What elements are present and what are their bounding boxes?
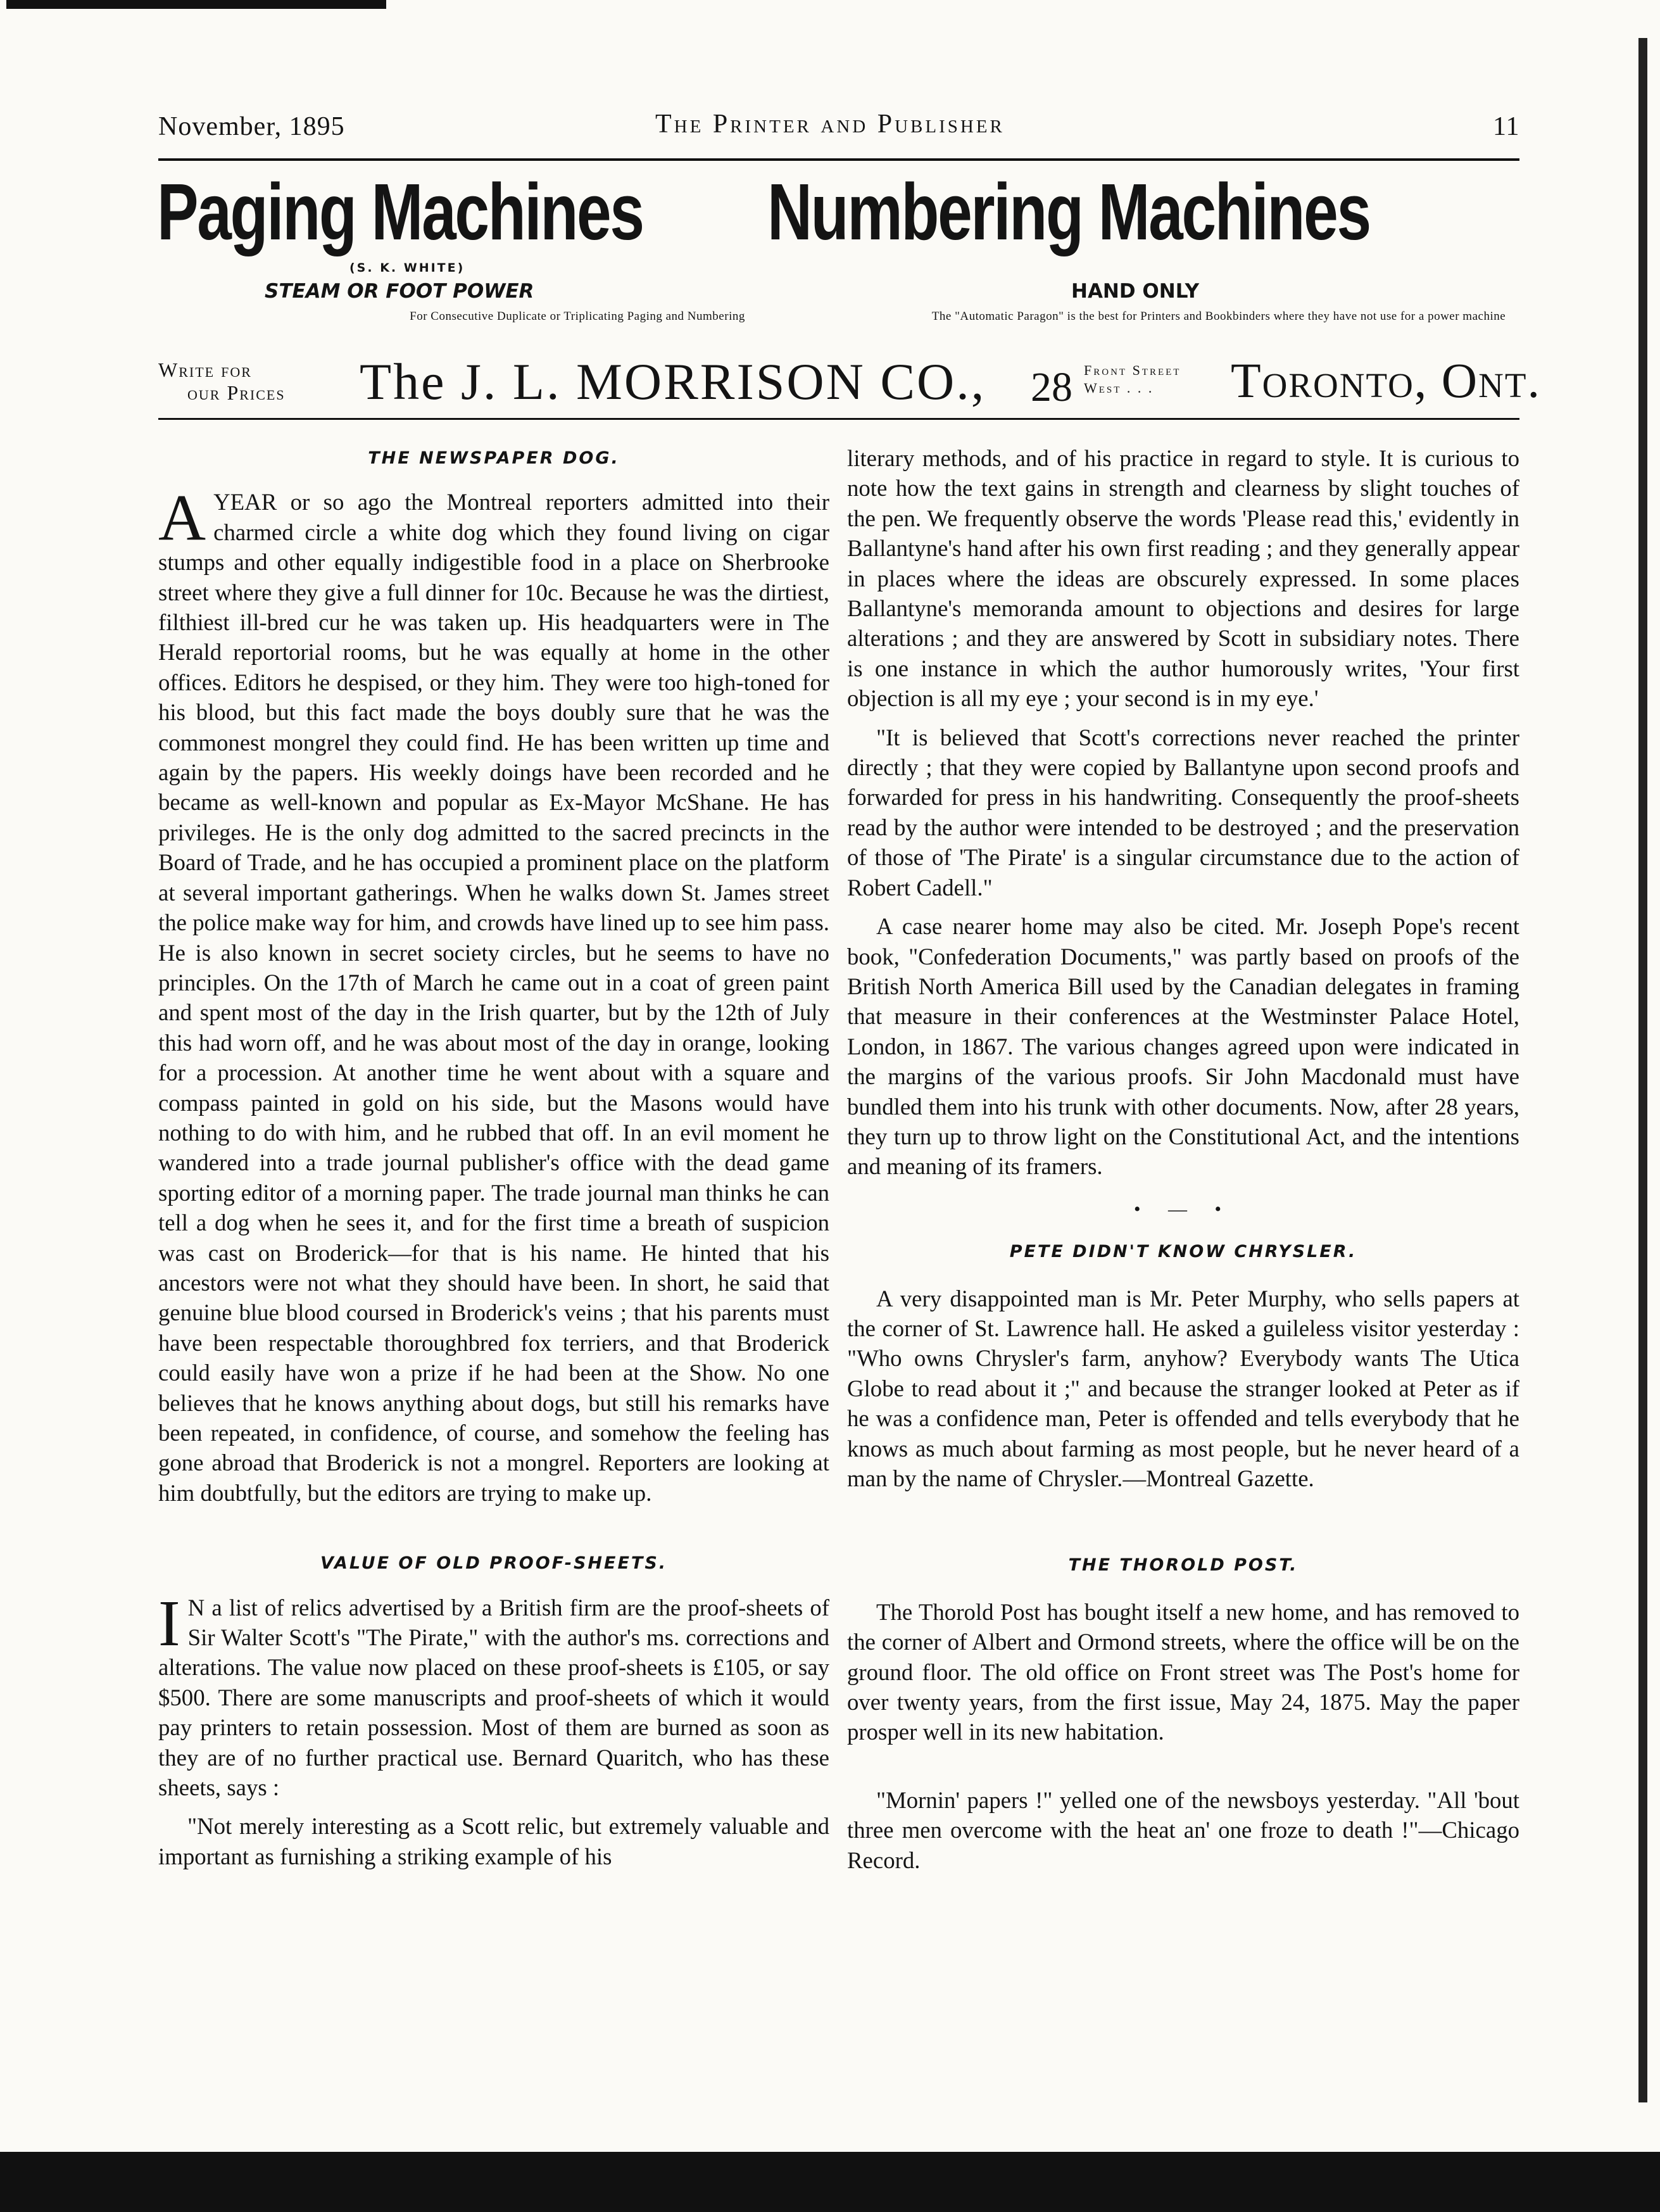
ad-street-line2: West . . .	[1084, 380, 1154, 396]
thorold-post-text: The Thorold Post has bought itself a new home, and has removed to the corner of Albert and Ormond streets, where the office will be on the ground floor. The old office on Front street was The Post's home for over twenty years, from the first issue, May 24, 1875. May the paper prosper well in its new habitation.	[847, 1598, 1519, 1745]
right-edge-bar	[1638, 38, 1647, 2102]
proof-sheets-text: N a list of relics advertised by a British firm are the proof-sheets of Sir Walter Scott's "The Pirate," with the author's ms. corrections and alterations. The value now placed on these proof-sheets is £105, or say $500. There are some manuscripts and proof-sheets of which it would pay printers to retain possession. Most of them are burned as soon as they are of no further practical use. Bernard Quaritch, who has these sheets, says :	[158, 1594, 829, 1801]
proof-sheets-paragraph-3: A case nearer home may also be cited. Mr. Joseph Pope's recent book, "Confederation Documents," was partly based on proofs of the British North America Bill used by the Canadian delegates in framing that measure in their conferences at the Westminster Palace Hotel, London, in 1867. The various changes agreed upon were indicated in the margins of the various proofs. Sir John Macdonald must have bundled them into his trunk with other documents. Now, after 28 years, they turn up to throw light on the Constitutional Act, and the intentions and meaning of its framers.	[847, 913, 1519, 1180]
proof-sheets-quote-start: "Not merely interesting as a Scott relic, but extremely valuable and important as furnishing a striking example of his	[158, 1813, 829, 1869]
ad-write-for: Write for	[158, 358, 252, 381]
left-column	[158, 443, 829, 1871]
heading-thorold-post: THE THOROLD POST.	[1068, 1555, 1298, 1576]
ad-paging-headline: Paging Machines	[157, 167, 643, 256]
heading-proof-sheets: VALUE OF OLD PROOF-SHEETS.	[320, 1553, 668, 1574]
right-column	[847, 443, 1519, 1875]
ad-our-prices: our Prices	[187, 381, 286, 404]
ad-hand-only: HAND ONLY	[1071, 280, 1200, 303]
ad-city: Toronto, Ont.	[1231, 353, 1541, 408]
drop-cap-a: A	[158, 481, 206, 555]
proof-sheets-quote-continued: literary methods, and of his practice in regard to style. It is curious to note how the text gains in strength and clearness by slight touches of the pen. We frequently observe the words 'Please read this,' evidently in Ballantyne's hand after his own first reading ; and they generally appear in places where the ideas are obscurely expressed. In some places Ballantyne's memoranda amount to objections and desires for large alterations ; and they are answered by Scott in subsidiary notes. There is one instance in which the author humorously writes, 'Your first objection is all my eye ; your second is in my eye.'	[847, 445, 1519, 712]
ad-street-number: 28	[1031, 364, 1072, 410]
ad-numbering-headline: Numbering Machines	[767, 167, 1370, 256]
top-edge-bar	[6, 0, 386, 9]
ad-maker: (S. K. WHITE)	[349, 261, 465, 275]
heading-newspaper-dog: THE NEWSPAPER DOG.	[368, 448, 620, 468]
ad-bottom-rule	[158, 418, 1519, 420]
publication-title: The Printer and Publisher	[655, 110, 1005, 139]
proof-sheets-paragraph-2: "It is believed that Scott's corrections never reached the printer directly ; that they were copied by Ballantyne upon second proofs and forwarded for press in his handwriting. Consequently the proof-sheets read by the author were intended to be destroyed ; and the preservation of those of 'The Pirate' is a singular circumstance due to the action of Robert Cadell."	[847, 724, 1519, 901]
article-newspaper-dog-body	[158, 481, 829, 1508]
drop-cap-i: I	[158, 1586, 180, 1660]
bottom-edge-bar	[0, 2152, 1660, 2212]
ad-street-line1: Front Street	[1084, 362, 1181, 378]
article-proof-sheets-body	[158, 1586, 829, 1803]
page-number: 11	[1493, 112, 1520, 141]
ad-numbering-description: The "Automatic Paragon" is the best for Printers and Bookbinders where they have not use for a power machine	[931, 310, 1506, 323]
newspaper-dog-text: YEAR or so ago the Montreal reporters admitted into their charmed circle a white dog which they found living on cigar stumps and other equally indigestible food in a place on Sherbrooke street where they give a full dinner for 10c. Because he was the dirtiest, filthiest ill-bred cur he was taken up. His headquarters were in The Herald reportorial rooms, but he was equally at home in the other offices. Editors he despised, or they him. They were too high-toned for his blood, but this fact made the boys doubly sure that he was the commonest mongrel they could find. He has been written up time and again by the papers. His weekly doings have been recorded and he became as well-known and popular as Ex-Mayor McShane. He has privileges. He is the only dog admitted to the sacred precincts in the Board of Trade, and he has occupied a prominent place on the platform at several important gatherings. When he walks down St. James street the police make way for him, and crowds have lined up to see him pass. He is also known in secret society circles, but he seems to have no principles. On the 17th of March he came out in a coat of green paint and spent most of the day in the Irish quarter, but by the 12th of July this had worn off, and he was about most of the day in orange, looking for a procession. At another time he went about with a square and compass painted in gold on his side, but the Masons would have nothing to do with him, and he rubbed that off. In an evil moment he wandered into a trade journal publisher's office with the dead game sporting editor of a morning paper. The trade journal man thinks he can tell a dog when he sees it, and for the first time a breath of suspicion was cast on Broderick—for that is his name. He hinted that his ancestors were not what they should have been. In short, he said that genuine blue blood coursed in Broderick's veins ; that his parents must have been respectable thoroughbred fox terriers, and that Broderick could easily have won a prize if he had been at the Show. No one believes that he knows anything about dogs, but still his remarks have been repeated, in confidence, of course, and somehow the feeling has gone abroad that Broderick is not a mongrel. Reporters are looking at him doubtfully, but the editors are trying to make up.	[158, 489, 829, 1506]
ad-company-name: The J. L. MORRISON CO.,	[360, 353, 986, 410]
section-separator: • ― •	[1133, 1198, 1233, 1220]
heading-chrysler: PETE DIDN'T KNOW CHRYSLER.	[1009, 1242, 1357, 1262]
ad-steam-power: STEAM OR FOOT POWER	[265, 280, 534, 303]
newsboy-quip: "Mornin' papers !" yelled one of the newsboys yesterday. "All 'bout three men overcome with the heat an' one froze to death !"—Chicago Record.	[847, 1786, 1519, 1873]
chrysler-text: A very disappointed man is Mr. Peter Murphy, who sells papers at the corner of St. Lawrence hall. He asked a guileless visitor yesterday : "Who owns Chrysler's farm, anyhow? Everybody wants The Utica Globe to read about it ;" and because the stranger looked at Peter as if he was a confidence man, Peter is offended and tells everybody that he knows as much about farming as most people, but he never heard of a man by the name of Chrysler.—Montreal Gazette.	[847, 1285, 1519, 1491]
header-rule	[158, 158, 1519, 161]
ad-paging-description: For Consecutive Duplicate or Triplicating Paging and Numbering	[410, 310, 745, 323]
issue-date: November, 1895	[158, 112, 345, 141]
